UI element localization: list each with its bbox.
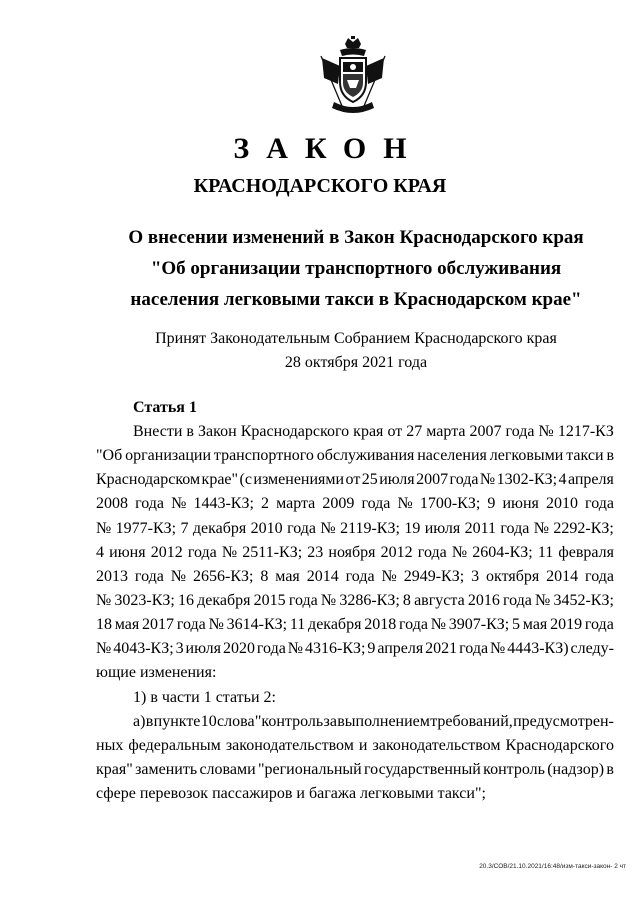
article-word: за <box>323 712 337 730</box>
article-word: 2 <box>261 495 269 513</box>
article-word: Закон <box>198 423 237 440</box>
article-word: заменить <box>135 760 198 778</box>
article-word: 4443-КЗ) <box>507 640 569 658</box>
article-word: № <box>397 495 413 513</box>
article-line <box>96 637 614 661</box>
article-word: года <box>287 519 317 537</box>
article-word: транспортного <box>213 447 314 465</box>
article-word: Краснодарского <box>505 736 614 754</box>
article-word: № <box>533 519 549 537</box>
article-word: 2010 <box>545 495 578 513</box>
article-word: 2007 <box>416 471 449 489</box>
coat-of-arms-emblem <box>318 36 388 116</box>
article-word: 4043-КЗ; <box>113 640 174 658</box>
article-word: № <box>538 423 554 440</box>
article-word: 4316-КЗ; <box>304 640 366 658</box>
article-word: года <box>585 495 614 513</box>
article-word: года <box>584 616 614 634</box>
article-word: 10 <box>200 712 217 730</box>
article-line: 1) в части 1 статьи 2: <box>133 688 276 706</box>
article-line <box>96 420 614 444</box>
article-word: декабря <box>197 591 251 609</box>
article-word: августа <box>414 591 465 609</box>
article-heading: Статья 1 <box>133 399 197 416</box>
article-line <box>96 589 614 613</box>
article-word: 2012 <box>150 543 183 561</box>
article-word: крае" <box>201 471 239 489</box>
article-word: государственный <box>364 760 481 778</box>
article-word: 27 <box>406 423 423 440</box>
article-word: года <box>256 640 286 658</box>
article-word: № <box>96 519 112 537</box>
article-word: Краснодарского <box>240 423 350 440</box>
article-word: года <box>417 543 447 561</box>
article-word: 2012 <box>380 543 413 561</box>
article-word: федеральным <box>128 736 221 754</box>
article-word: 2020 <box>222 640 255 658</box>
title-line: населения легковыми такси в Краснодарском крае" <box>130 289 582 310</box>
article-word: № <box>171 495 187 513</box>
article-line: ющие изменения: <box>96 664 217 682</box>
article-word: года <box>134 567 164 585</box>
article-word: октября <box>486 567 540 585</box>
article-word: № <box>320 519 336 537</box>
article-word: 2119-КЗ; <box>340 519 400 537</box>
article-word: выполнением <box>337 712 430 730</box>
article-word: такси <box>566 447 604 465</box>
article-word: 2021 <box>425 640 458 658</box>
article-word: организации <box>125 447 212 465</box>
law-heading: ЗАКОН <box>233 132 424 165</box>
article-word: а) <box>133 712 146 730</box>
article-word: июля <box>185 640 222 658</box>
article-word: 9 <box>487 495 496 513</box>
article-word: контроль <box>483 760 545 778</box>
article-word: года <box>187 543 217 561</box>
article-word: июля <box>379 471 415 489</box>
article-word: ноября <box>328 543 376 561</box>
article-word: мая <box>275 567 300 585</box>
article-word: 2014 <box>306 567 339 585</box>
article-word: 2016 <box>467 591 500 609</box>
article-word: 2009 <box>322 495 355 513</box>
article-word: 11 <box>537 543 554 561</box>
article-word: 3023-КЗ; <box>114 591 175 609</box>
title-line: О внесении изменений в Закон Краснодарского края <box>128 227 584 248</box>
article-word: июля <box>424 519 461 537</box>
article-line <box>96 541 614 565</box>
article-word: апреля <box>567 471 614 489</box>
article-word: 5 <box>512 616 521 634</box>
article-word: 2015 <box>253 591 286 609</box>
article-word: № <box>430 616 446 634</box>
article-word: года <box>585 567 614 585</box>
article-word: марта <box>426 423 466 440</box>
article-word: 1700-КЗ; <box>419 495 481 513</box>
article-word: № <box>287 640 304 658</box>
adoption-date: 28 октября 2021 года <box>284 354 428 371</box>
article-word: № <box>535 591 551 609</box>
article-line <box>96 565 614 589</box>
article-word: "региональный <box>257 760 362 778</box>
article-word: словами <box>199 760 256 778</box>
article-word: 2017 <box>142 616 175 634</box>
article-word: 18 <box>96 616 112 634</box>
article-word: мая <box>522 616 548 634</box>
article-word: 2656-КЗ; <box>192 567 254 585</box>
article-word: следу- <box>570 640 614 658</box>
article-word: 1443-КЗ; <box>193 495 254 513</box>
article-word: в <box>145 712 154 730</box>
article-word: ных <box>96 736 124 754</box>
article-word: предусмотрен- <box>513 712 614 730</box>
article-word: года <box>176 616 206 634</box>
article-word: 2292-КЗ; <box>553 519 614 537</box>
article-word: 3614-КЗ; <box>226 616 288 634</box>
article-word: № <box>451 543 468 561</box>
article-word: июня <box>109 543 146 561</box>
article-word: населения <box>417 447 487 465</box>
article-word: в <box>186 423 194 440</box>
article-word: 1302-КЗ; <box>496 471 558 489</box>
region-heading: КРАСНОДАРСКОГО КРАЯ <box>193 175 447 197</box>
article-word: мая <box>114 616 140 634</box>
article-word: 2014 <box>546 567 579 585</box>
article-word: 7 <box>180 519 189 537</box>
article-word: 23 <box>307 543 324 561</box>
article-word: июня <box>502 495 539 513</box>
article-word: 3 <box>175 640 184 658</box>
article-word: (с <box>239 471 252 489</box>
article-word: края" <box>96 760 133 778</box>
article-word: 4 <box>558 471 567 489</box>
article-word: 2019 <box>550 616 583 634</box>
article-word: 11 <box>289 616 306 634</box>
article-line <box>96 710 614 734</box>
article-word: года <box>449 471 479 489</box>
article-word: 2013 <box>96 567 128 585</box>
article-word: легковыми <box>489 447 564 465</box>
document-code-footer: 20.3/СОВ/21.10.2021/16:48/изм-такси-закон- 2 чт <box>479 863 626 870</box>
article-word: года <box>459 640 489 658</box>
article-word: Краснодарском <box>96 471 201 489</box>
article-word: 3286-КЗ; <box>339 591 400 609</box>
law-title <box>96 222 616 315</box>
title-line: "Об организации транспортного обслуживания <box>150 258 562 279</box>
article-word: 3907-КЗ; <box>448 616 510 634</box>
article-word: и <box>358 736 368 754</box>
article-word: 2949-КЗ; <box>403 567 465 585</box>
adoption-line: Принят Законодательным Собранием Краснодарского края <box>155 330 557 347</box>
article-word: 2010 <box>250 519 283 537</box>
article-line <box>96 758 614 782</box>
article-word: года <box>398 616 428 634</box>
article-word: 25 <box>361 471 378 489</box>
article-word: 8 <box>260 567 269 585</box>
article-word: года <box>502 591 532 609</box>
article-line <box>96 444 614 468</box>
article-word: 2011 <box>464 519 496 537</box>
article-word: 1977-КЗ; <box>115 519 177 537</box>
article-word: 2604-КЗ; <box>472 543 533 561</box>
article-word: года <box>345 567 375 585</box>
article-word: в <box>606 447 614 465</box>
article-word: 3452-КЗ; <box>553 591 614 609</box>
article-word: года <box>361 495 391 513</box>
article-word: от <box>387 423 403 440</box>
article-word: пункте <box>153 712 201 730</box>
article-word: законодательством <box>225 736 354 754</box>
article-word: слова <box>217 712 255 730</box>
article-word: года <box>505 423 535 440</box>
article-word: № <box>96 591 112 609</box>
article-word: года <box>500 519 530 537</box>
article-word: 2511-КЗ; <box>242 543 303 561</box>
article-word: требований, <box>430 712 513 730</box>
article-word: 4 <box>96 543 104 561</box>
article-word: 9 <box>367 640 376 658</box>
article-line <box>96 613 614 637</box>
article-word: № <box>170 567 187 585</box>
article-word: № <box>320 591 337 609</box>
article-line: сфере перевозок пассажиров и багажа легковыми такси"; <box>96 785 486 803</box>
article-word: от <box>345 471 361 489</box>
article-word: "Об <box>96 447 123 465</box>
article-word: № <box>381 567 397 585</box>
article-word: 1217-КЗ <box>557 423 614 440</box>
article-line <box>96 517 614 541</box>
article-body <box>96 420 614 806</box>
article-line <box>96 492 614 516</box>
article-word: края <box>353 423 384 440</box>
article-word: 8 <box>402 591 411 609</box>
article-word: в <box>606 760 614 778</box>
article-word: изменениями <box>253 471 345 489</box>
article-word: 2018 <box>364 616 397 634</box>
article-word: марта <box>276 495 316 513</box>
article-word: законодательством <box>372 736 501 754</box>
article-word: апреля <box>377 640 424 658</box>
article-word: Внести <box>133 423 183 440</box>
article-word: № <box>208 616 224 634</box>
article-line <box>96 468 614 492</box>
article-word: № <box>490 640 506 658</box>
adoption-note <box>96 327 616 375</box>
article-word: 2007 <box>469 423 502 440</box>
article-word: обслуживания <box>316 447 415 465</box>
article-word: 2008 <box>96 495 128 513</box>
article-word: № <box>479 471 496 489</box>
article-word: № <box>221 543 238 561</box>
article-word: № <box>96 640 112 658</box>
article-line <box>96 734 614 758</box>
article-word: 3 <box>471 567 480 585</box>
article-word: (надзор) <box>547 760 605 778</box>
article-word: "контроль <box>254 712 324 730</box>
article-word: года <box>288 591 318 609</box>
article-word: 19 <box>404 519 421 537</box>
article-word: 16 <box>178 591 195 609</box>
article-word: года <box>135 495 165 513</box>
article-word: декабря <box>192 519 247 537</box>
article-word: февраля <box>558 543 614 561</box>
article-word: декабря <box>308 616 362 634</box>
